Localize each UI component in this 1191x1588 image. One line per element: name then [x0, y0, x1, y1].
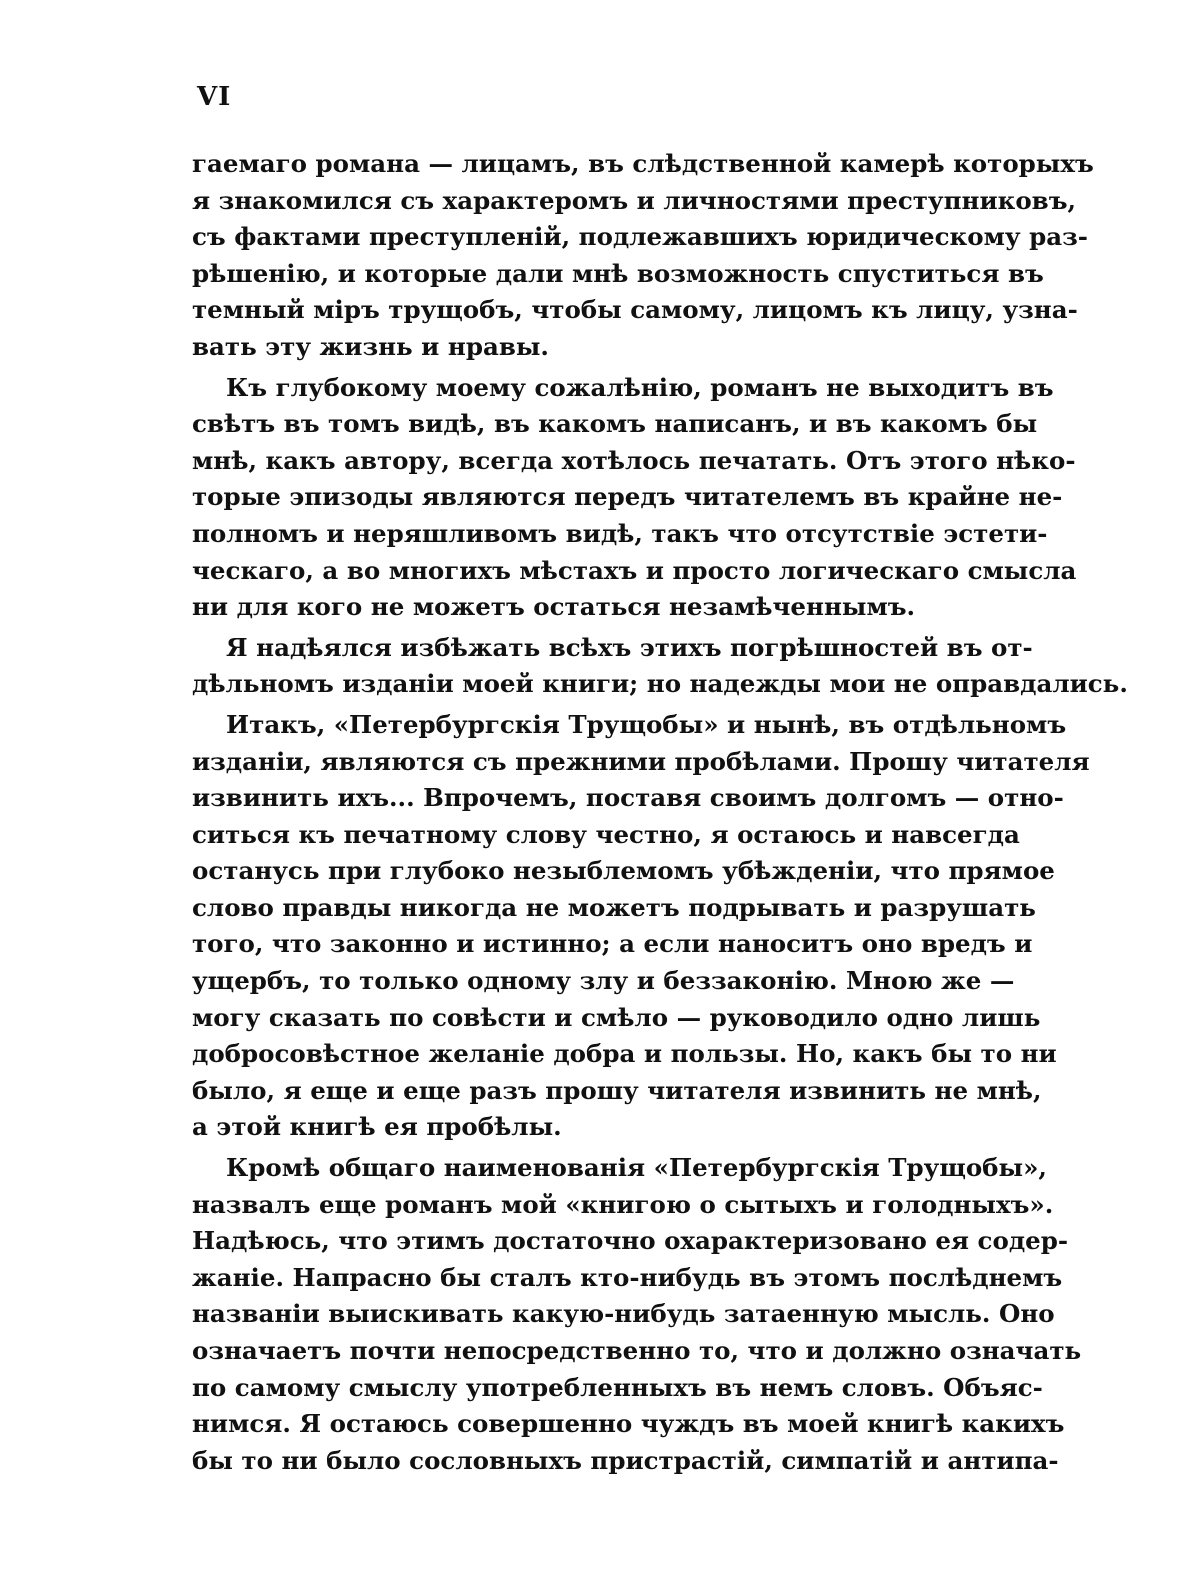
text-line: бы то ни было сословныхъ пристрастій, симпатій и антипа- — [192, 1445, 1059, 1475]
text-line: вать эту жизнь и нравы. — [192, 331, 549, 361]
text-line: мнѣ, какъ автору, всегда хотѣлось печатать. Отъ этого нѣко- — [192, 445, 1076, 475]
text-line: Кромѣ общаго наименованія «Петербургскія Трущобы», — [226, 1153, 1047, 1183]
page-number: VI — [197, 82, 232, 112]
text-line: останусь при глубоко незыблемомъ убѣжденіи, что прямое — [192, 856, 1055, 886]
text-line: Къ глубокому моему сожалѣнію, романъ не выходитъ въ — [226, 372, 1054, 402]
text-line: ситься къ печатному слову честно, я остаюсь и навсегда — [192, 819, 1020, 849]
text-line: Итакъ, «Петербургскія Трущобы» и нынѣ, въ отдѣльномъ — [226, 709, 1067, 739]
text-line: извинить ихъ... Впрочемъ, поставя своимъ долгомъ — отно- — [192, 783, 1064, 813]
text-line: торые эпизоды являются передъ читателемъ въ крайне не- — [192, 482, 1063, 512]
text-line: я знакомился съ характеромъ и личностями преступниковъ, — [192, 185, 1077, 215]
text-line: изданіи, являются съ прежними пробѣлами. Прошу читателя — [192, 746, 1090, 776]
text-line: слово правды никогда не можетъ подрывать и разрушать — [192, 892, 1036, 922]
text-line: полномъ и неряшливомъ видѣ, такъ что отсутствіе эстети- — [192, 518, 1048, 548]
text-line: назвалъ еще романъ мой «книгою о сытыхъ и голодныхъ». — [192, 1189, 1054, 1219]
text-line: ни для кого не можетъ остаться незамѣченнымъ. — [192, 592, 916, 622]
text-line: нимся. Я остаюсь совершенно чуждъ въ моей книгѣ какихъ — [192, 1409, 1065, 1439]
text-line: жаніе. Напрасно бы сталъ кто-нибудь въ этомъ послѣднемъ — [192, 1262, 1063, 1292]
paragraph-5 — [192, 1150, 1082, 1479]
text-line: Я надѣялся избѣжать всѣхъ этихъ погрѣшностей въ от- — [226, 632, 1033, 662]
text-line: ческаго, а во многихъ мѣстахъ и просто логическаго смысла — [192, 555, 1077, 585]
text-line: по самому смыслу употребленныхъ въ немъ словъ. Объяс- — [192, 1372, 1043, 1402]
text-line: а этой книгѣ ея пробѣлы. — [192, 1112, 562, 1142]
text-line: добросовѣстное желаніе добра и пользы. Но, какъ бы то ни — [192, 1039, 1057, 1069]
text-line: ущербъ, то только одному злу и беззаконію. Мною же — — [192, 966, 1015, 996]
text-line: свѣтъ въ томъ видѣ, въ какомъ написанъ, и въ какомъ бы — [192, 409, 1038, 439]
text-line: дѣльномъ изданіи моей книги; но надежды мои не оправдались. — [192, 669, 1128, 699]
paragraph-1 — [192, 146, 1094, 366]
paragraph-3 — [192, 630, 1128, 703]
text-line: названіи выискивать какую-нибудь затаенную мысль. Оно — [192, 1299, 1055, 1329]
body-text — [192, 146, 1128, 1483]
text-line: Надѣюсь, что этимъ достаточно охарактеризовано ея содер- — [192, 1226, 1069, 1256]
text-line: съ фактами преступленій, подлежавшихъ юридическому раз- — [192, 222, 1088, 252]
text-line: темный міръ трущобъ, чтобы самому, лицомъ къ лицу, узна- — [192, 295, 1078, 325]
paragraph-4 — [192, 707, 1090, 1146]
paragraph-2 — [192, 370, 1077, 626]
text-line: того, что законно и истинно; а если наноситъ оно вредъ и — [192, 929, 1033, 959]
text-line: было, я еще и еще разъ прошу читателя извинить не мнѣ, — [192, 1075, 1042, 1105]
text-line: гаемаго романа — лицамъ, въ слѣдственной камерѣ которыхъ — [192, 149, 1094, 178]
text-line: означаетъ почти непосредственно то, что и должно означать — [192, 1336, 1082, 1365]
text-line: рѣшенію, и которые дали мнѣ возможность спуститься въ — [192, 258, 1044, 288]
text-line: могу сказать по совѣсти и смѣло — руководило одно лишь — [192, 1002, 1041, 1032]
